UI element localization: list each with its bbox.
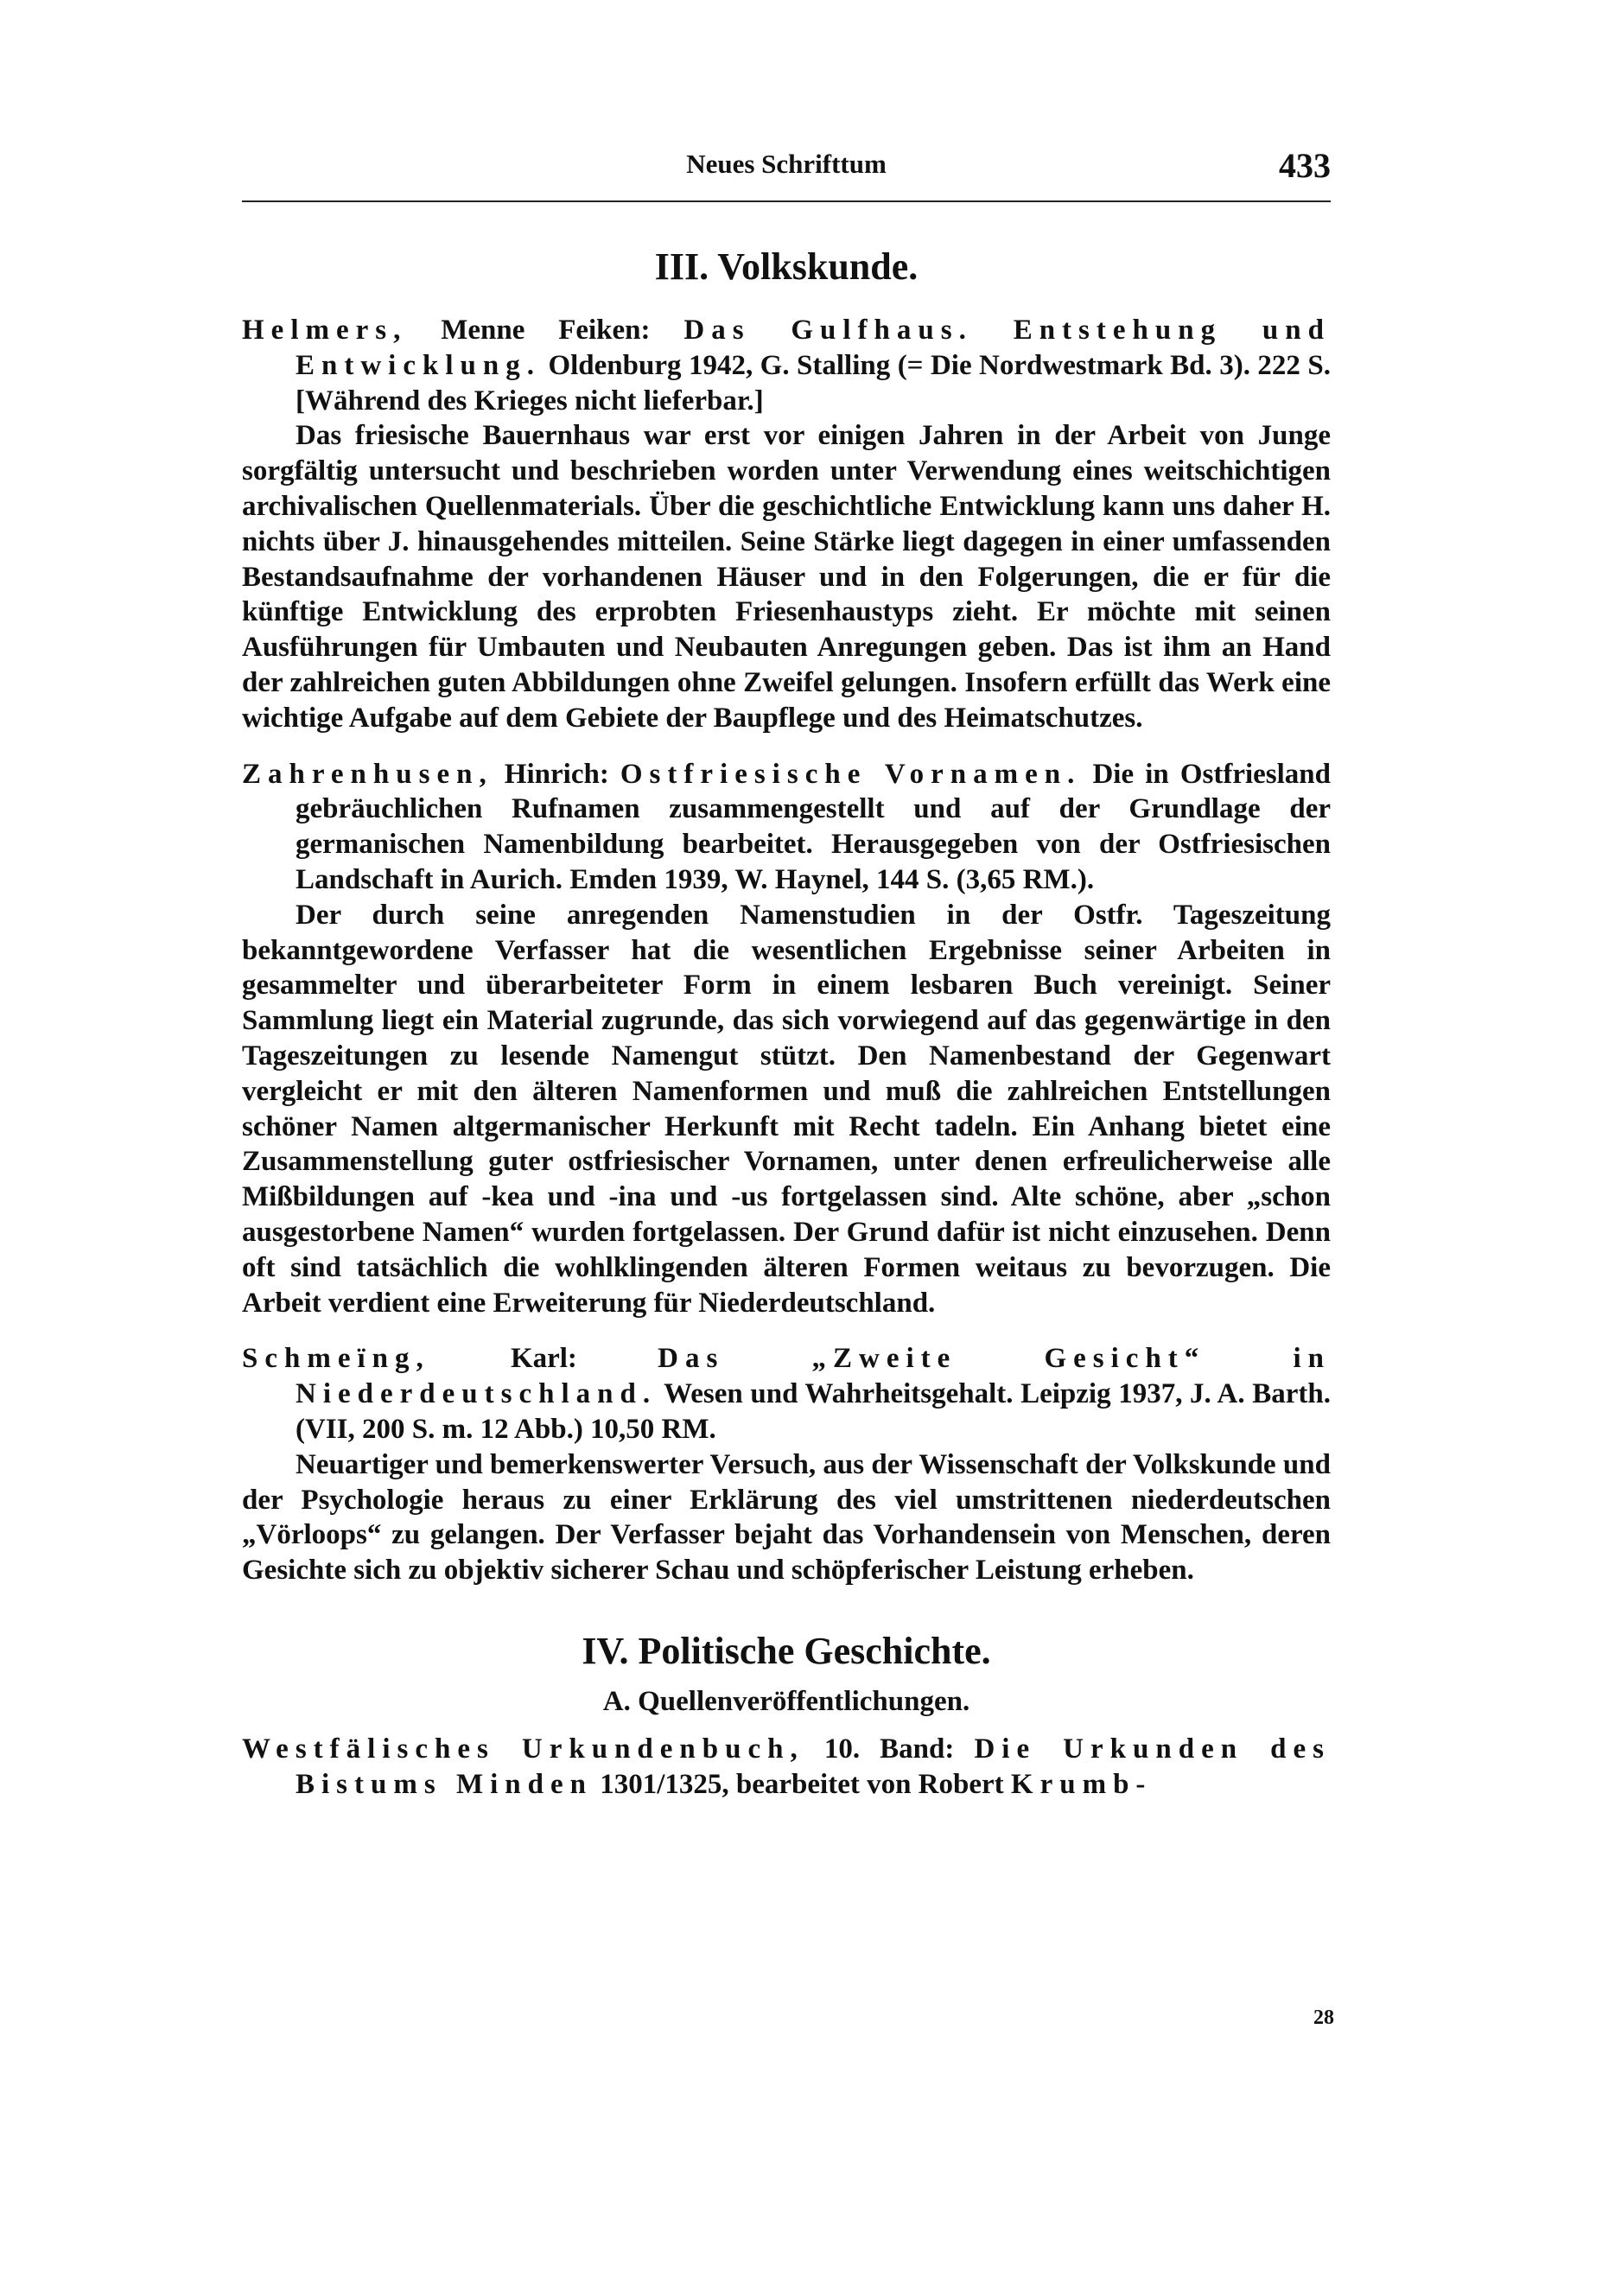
entry-review: Der durch seine anregenden Namenstudien in der Ostfr. Tageszeitung bekanntgewordene Verfasser hat die wesentlichen Ergebnisse seiner Arbeiten in gesammelter und überarbeiteter Form in einem lesbaren Buch vereinigt. Seiner Sammlung liegt ein Material zugrunde, das sich vorwiegend auf das gegenwärtige in den Tageszeitungen zu lesende Namengut stützt. Den Namenbestand der Gegenwart vergleicht er mit den älteren Namenformen und muß die zahlreichen Entstellungen schöner Namen altgermanischer Herkunft mit Recht tadeln. Ein Anhang bietet eine Zusammenstellung guter ostfriesischer Vornamen, unter denen erfreulicherweise alle Mißbildungen auf -kea und -ina und -us fortgelassen sind. Alte schöne, aber „schon ausgestorbene Namen“ wurden fortgelassen. Der Grund dafür ist nicht einzusehen. Denn oft sind tatsächlich die wohlklingenden älteren Formen weitaus zu bevorzugen. Die Arbeit verdient eine Erweiterung für Niederdeutschland. <box>242 899 1331 1319</box>
entry-author-rest: Menne Feiken: <box>407 315 684 346</box>
bib-citation <box>242 1341 1331 1447</box>
bib-entry <box>242 313 1331 736</box>
section-volkskunde <box>242 244 1331 1802</box>
entry-title: Westfälisches Urkundenbuch, <box>242 1733 804 1765</box>
entry-publication: Die in Ostfriesland gebräuchlichen Rufnamen zusammengestellt und auf der Grundlage der germanischen Namenbildung bearbeitet. Herausgegeben von der Ostfriesischen Landschaft in Aurich. Emden 1939, W. Haynel, 144 S. (3,65 RM.). <box>296 758 1331 895</box>
entry-author: Schmeïng, <box>242 1343 430 1375</box>
entry-title: Das „Zweite Gesicht“ in Niederdeutschland. <box>296 1343 1331 1410</box>
entry-review: Das friesische Bauernhaus war erst vor einigen Jahren in der Arbeit von Junge sorgfältig untersucht und beschrieben worden unter Verwendung eines weitschichtigen archivalischen Quellenmaterials. Über die geschichtliche Entwicklung kann uns daher H. nichts über J. hinausgehendes mitteilen. Seine Stärke liegt dagegen in einer umfassenden Bestandsaufnahme der vorhandenen Häuser und in den Folgerungen, die er für die künftige Entwicklung des erprobten Friesenhaustyps zieht. Er möchte mit seinen Ausführungen für Umbauten und Neubauten Anregungen geben. Das ist ihm an Hand der zahlreichen guten Abbildungen ohne Zweifel gelungen. Insofern erfüllt das Werk eine wichtige Aufgabe auf dem Gebiete der Baupflege und des Heimatschutzes. <box>242 420 1331 734</box>
entry-publication: Oldenburg 1942, G. Stalling (= Die Nordwestmark Bd. 3). 222 S. [Während des Krieges nicht lieferbar.] <box>296 349 1331 417</box>
entry-subtitle: Die Urkunden des Bistums Minden <box>296 1733 1331 1800</box>
entry-publication: Wesen und Wahrheitsgehalt. Leipzig 1937, J. A. Barth. (VII, 200 S. m. 12 Abb.) 10,50 RM. <box>296 1378 1331 1445</box>
section-title: IV. Politische Geschichte. <box>582 1629 991 1672</box>
entry-volume: 10. Band: <box>804 1733 975 1765</box>
entry-author-rest: Hinrich: <box>493 758 620 790</box>
entry-editor-text: 1301/1325, bearbeitet von Robert <box>592 1768 1011 1800</box>
bib-entry <box>242 1732 1331 1803</box>
entry-author: Zahrenhusen, <box>242 758 493 790</box>
entry-review: Neuartiger und bemerkenswerter Versuch, aus der Wissenschaft der Volkskunde und der Psychologie heraus zu einer Erklärung des viel umstrittenen niederdeutschen „Vörloops“ zu gelangen. Der Verfasser bejaht das Vorhandensein von Menschen, deren Gesichte sich zu objektiv sicherer Schau und schöpferischer Leistung erheben. <box>242 1448 1331 1587</box>
header-rule <box>242 200 1331 202</box>
bib-citation <box>242 1732 1331 1803</box>
bib-citation <box>242 313 1331 418</box>
entry-author: Helmers, <box>242 315 408 346</box>
entry-author-rest: Karl: <box>429 1343 658 1375</box>
entry-title: Ostfriesische Vornamen. <box>620 758 1082 790</box>
page-number: 433 <box>1279 146 1331 185</box>
bib-citation <box>242 757 1331 898</box>
running-head: Neues Schrifttum <box>686 149 887 179</box>
signature-mark: 28 <box>1313 2007 1334 2029</box>
entry-author: Krumb- <box>1010 1768 1153 1800</box>
entry-title: Das Gulfhaus. Entstehung und Entwicklung. <box>296 315 1331 381</box>
page-header <box>242 145 1331 188</box>
section-title: III. Volkskunde. <box>654 245 919 288</box>
bib-entry <box>242 1341 1331 1588</box>
bib-entry <box>242 757 1331 1321</box>
subsection-title: A. Quellenveröffentlichungen. <box>602 1685 970 1717</box>
